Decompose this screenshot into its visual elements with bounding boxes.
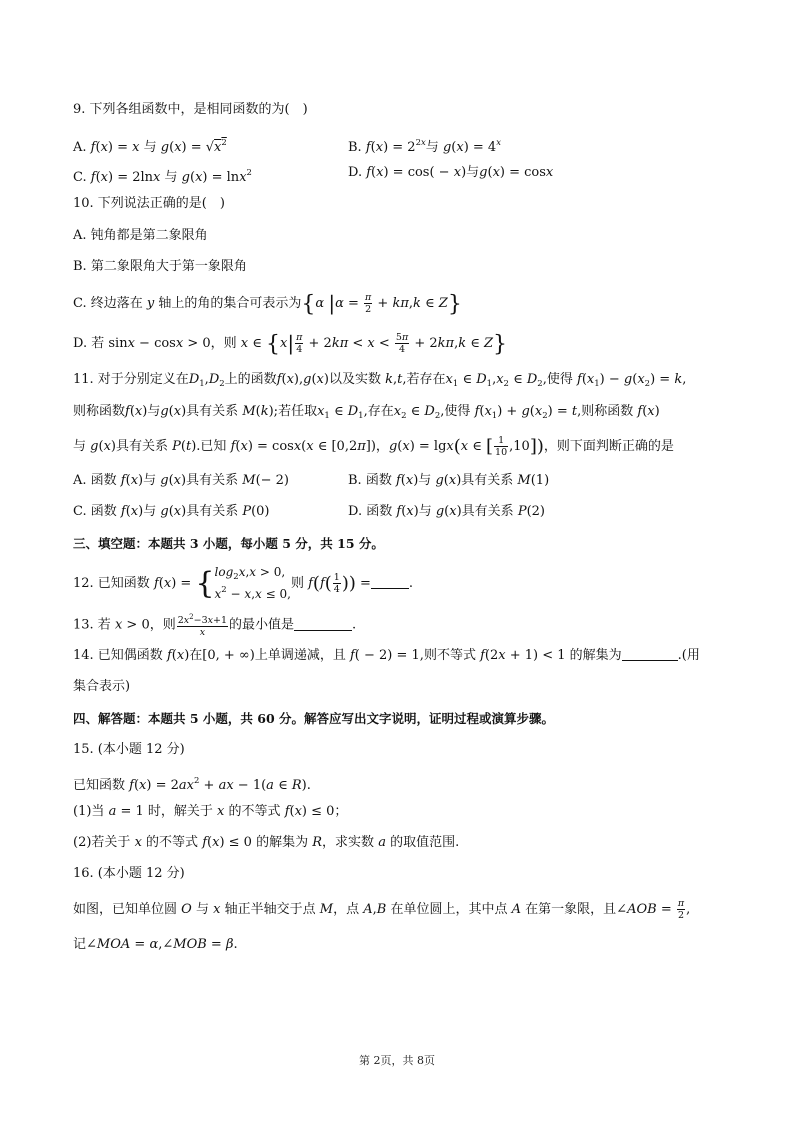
q13: 13. 若 x > 0，则 $\frac{2x^2-3x+1}{x}$ 的最小值是 . xyxy=(73,613,357,638)
q10-option-b[interactable]: B. 第二象限角大于第一象限角 xyxy=(73,259,247,274)
q11-option-b[interactable]: B. 函数 f(x)与 g(x)具有关系 M(1) xyxy=(348,473,550,488)
q15-part-1: (1)当 a = 1 时，解关于 x 的不等式 f(x) ≤ 0； xyxy=(73,804,348,819)
q9-option-c[interactable]: C. f(x) = 2lnx 与 g(x) = lnx$^2$ xyxy=(73,168,252,185)
q16-line-1: 如图，已知单位圆 O 与 x 轴正半轴交于点 M，点 A,B 在单位圆上，其中点 A 在第一象限，且∠AOB = $\frac{\pi}{2}$ , xyxy=(73,898,691,921)
page-footer: 第 2页，共 8页 xyxy=(359,1054,435,1067)
q11-option-d[interactable]: D. 函数 f(x)与 g(x)具有关系 P(2) xyxy=(348,504,545,519)
q11-option-a[interactable]: A. 函数 f(x)与 g(x)具有关系 M(− 2) xyxy=(73,473,290,488)
q14-line-2: 集合表示) xyxy=(73,679,131,694)
q9-option-b[interactable]: B. $f(x) = 2^{2x}$与 $g(x) = 4^x$ xyxy=(348,138,501,155)
q15-line-1: 已知函数 $f(x) = 2ax^2$ + ax − 1(a ∈ R). xyxy=(73,776,311,793)
section-3-heading: 三、填空题：本题共 3 小题，每小题 5 分，共 15 分。 xyxy=(73,536,384,551)
q14-line-1: 14. 已知偶函数 f(x)在[0, + ∞)上单调递减，且 f( − 2) = 1,则不等式 f(2x + 1) < 1 的解集为 .(用 xyxy=(73,648,700,663)
q11-line-2: 则称函数f(x)与g(x)具有关系 M(k);若任取$x_1$ ∈ $D_1$,存在$x_2$ ∈ $D_2$,使得 $f(x_1) + g(x_2) = t$,则称函数 f(x) xyxy=(73,404,660,421)
q15-heading: 15. (本小题 12 分) xyxy=(73,742,185,757)
q10-option-a[interactable]: A. 钝角都是第二象限角 xyxy=(73,228,208,243)
q11-option-c[interactable]: C. 函数 f(x)与 g(x)具有关系 P(0) xyxy=(73,504,270,519)
q11-line-3: 与 g(x)具有关系 P(t).已知 f(x) = cosx(x ∈ [0,2π])，g(x) = lgx(x ∈ [ $\frac{1}{10}$ ,10])，则下面判断正确的是 xyxy=(73,435,674,458)
q16-line-2: 记∠MOA = α,∠MOB = β. xyxy=(73,937,238,952)
q16-heading: 16. (本小题 12 分) xyxy=(73,866,185,881)
q10-option-c[interactable]: C. 终边落在 y 轴上的角的集合可表示为{α |α = $\frac{\pi}{2}$ + kπ,k ∈ Z} xyxy=(73,291,462,317)
q9-stem: 9. 下列各组函数中，是相同函数的为( ) xyxy=(73,102,308,117)
q10-option-d[interactable]: D. 若 sinx − cosx > 0，则 x ∈ {x| $\frac{\pi}{4}$ + 2kπ < x < $\frac{5\pi}{4}$ + 2kπ,k ∈ Z} xyxy=(73,331,508,357)
section-4-heading: 四、解答题：本题共 5 小题，共 60 分。解答应写出文字说明，证明过程或演算步骤。 xyxy=(73,711,555,726)
q15-part-2: (2)若关于 x 的不等式 f(x) ≤ 0 的解集为 R，求实数 a 的取值范围. xyxy=(73,835,460,850)
q11-line-1: 11. 对于分别定义在$D_1,D_2$上的函数f(x),g(x)以及实数 k,t,若存在$x_1$ ∈ $D_1,x_2$ ∈ $D_2$,使得 $f(x_1) - g(x_2) = k$, xyxy=(73,372,687,389)
q9-option-d[interactable]: D. f(x) = cos( − x)与g(x) = cosx xyxy=(348,165,554,180)
q9-option-a[interactable]: A. f(x) = x 与 $g(x) = √x^2$ xyxy=(73,138,227,155)
q12: 12. 已知函数 f(x) = { $\log_2x,x > 0$, $x^2 - x,x \le 0$, 则 f(f( $\frac{1}{4}$ )) = . xyxy=(73,565,414,601)
q10-stem: 10. 下列说法正确的是( ) xyxy=(73,196,225,211)
